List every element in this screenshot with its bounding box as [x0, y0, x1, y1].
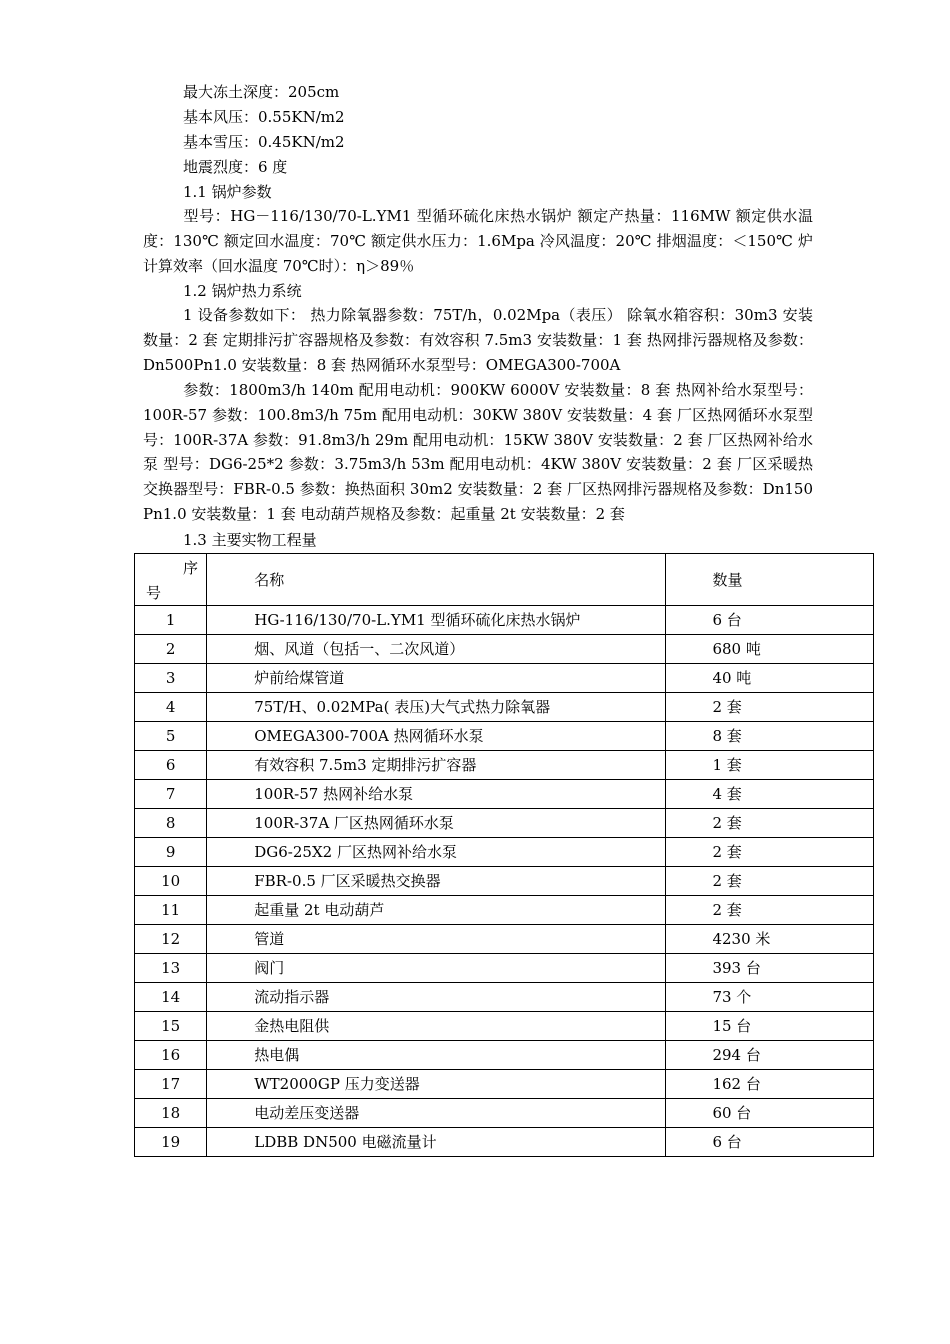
- row-qty-cell: 294 台: [666, 1041, 874, 1070]
- row-seq-cell: 8: [135, 809, 207, 838]
- row-name-cell: HG-116/130/70-L.YM1 型循环硫化床热水锅炉: [207, 606, 666, 635]
- row-name-cell: 金热电阻供: [207, 1012, 666, 1041]
- row-name-cell: 热电偶: [207, 1041, 666, 1070]
- row-seq-cell: 1: [135, 606, 207, 635]
- row-name-cell: DG6-25X2 厂区热网补给水泵: [207, 838, 666, 867]
- row-qty-cell: 8 套: [666, 722, 874, 751]
- row-seq-cell: 12: [135, 925, 207, 954]
- row-seq-cell: 13: [135, 954, 207, 983]
- boiler-params-paragraph: [143, 204, 813, 278]
- header-qty-cell: 数量: [666, 554, 874, 606]
- equipment-paragraph-2: [143, 378, 813, 527]
- equipment-text-2: 参数：1800m3/h 140m 配用电动机：900KW 6000V 安装数量：8 套 热网补给水泵型号：100R-57 参数：100.8m3/h 75m 配用电动机：30KW 380V 安装数量：4 套 厂区热网循环水泵型号：100R-37A 参数：91.8m3/h 29m 配用电动机：15KW 380V 安装数量：2 套 厂区热网补给水泵 型号：DG6-25*2 参数：3.75m3/h 53m 配用电动机：4KW 380V 安装数量：2 套 厂区采暖热交换器型号：FBR-0.5 参数：换热面积 30m2 安装数量：2 套 厂区热网排污器规格及参数：Dn150 Pn1.0 安装数量：1 套 电动葫芦规格及参数：起重量 2t 安装数量：2 套: [143, 381, 813, 523]
- row-qty-cell: 4230 米: [666, 925, 874, 954]
- section-heading-1-2: 1.2 锅炉热力系统: [183, 282, 302, 300]
- table-header-row: [135, 554, 874, 606]
- table-row: [135, 983, 874, 1012]
- seismic-intensity-line: 地震烈度：6 度: [183, 158, 288, 176]
- row-seq-cell: 4: [135, 693, 207, 722]
- header-seq-bottom: 号: [146, 584, 162, 602]
- row-qty-cell: 6 台: [666, 1128, 874, 1157]
- row-name-cell: 有效容积 7.5m3 定期排污扩容器: [207, 751, 666, 780]
- row-name-cell: 流动指示器: [207, 983, 666, 1012]
- section-heading-1-1: 1.1 锅炉参数: [183, 183, 272, 201]
- table-row: [135, 838, 874, 867]
- table-row: [135, 780, 874, 809]
- row-seq-cell: 14: [135, 983, 207, 1012]
- table-row: [135, 1128, 874, 1157]
- row-seq-cell: 16: [135, 1041, 207, 1070]
- row-qty-cell: 680 吨: [666, 635, 874, 664]
- table-row: [135, 693, 874, 722]
- row-seq-cell: 17: [135, 1070, 207, 1099]
- table-row: [135, 1012, 874, 1041]
- wind-pressure-line: 基本风压：0.55KN/m2: [183, 108, 345, 126]
- table-row: [135, 954, 874, 983]
- quantities-table-body: [135, 554, 874, 1157]
- table-row: [135, 606, 874, 635]
- frost-depth-line: 最大冻土深度：205cm: [183, 83, 340, 101]
- row-qty-cell: 6 台: [666, 606, 874, 635]
- row-name-cell: 烟、风道（包括一、二次风道）: [207, 635, 666, 664]
- row-qty-cell: 1 套: [666, 751, 874, 780]
- table-row: [135, 809, 874, 838]
- row-qty-cell: 2 套: [666, 809, 874, 838]
- row-qty-cell: 4 套: [666, 780, 874, 809]
- table-row: [135, 664, 874, 693]
- snow-pressure-line: 基本雪压：0.45KN/m2: [183, 133, 345, 151]
- row-name-cell: OMEGA300-700A 热网循环水泵: [207, 722, 666, 751]
- section-heading-1-3: 1.3 主要实物工程量: [183, 531, 317, 549]
- row-qty-cell: 2 套: [666, 896, 874, 925]
- table-row: [135, 1041, 874, 1070]
- row-name-cell: 管道: [207, 925, 666, 954]
- table-row: [135, 896, 874, 925]
- row-name-cell: WT2000GP 压力变送器: [207, 1070, 666, 1099]
- row-seq-cell: 3: [135, 664, 207, 693]
- row-name-cell: 阀门: [207, 954, 666, 983]
- row-qty-cell: 393 台: [666, 954, 874, 983]
- table-row: [135, 1099, 874, 1128]
- table-row: [135, 751, 874, 780]
- table-row: [135, 1070, 874, 1099]
- row-seq-cell: 5: [135, 722, 207, 751]
- row-name-cell: 100R-37A 厂区热网循环水泵: [207, 809, 666, 838]
- row-qty-cell: 2 套: [666, 867, 874, 896]
- equipment-text-1: 1 设备参数如下： 热力除氧器参数：75T/h，0.02Mpa（表压） 除氧水箱容积：30m3 安装数量：2 套 定期排污扩容器规格及参数：有效容积 7.5m3 安装数量：1 套 热网排污器规格及参数：Dn500Pn1.0 安装数量：8 套 热网循环水泵型号：OMEGA300-700A: [143, 306, 813, 374]
- row-qty-cell: 162 台: [666, 1070, 874, 1099]
- row-seq-cell: 11: [135, 896, 207, 925]
- row-qty-cell: 15 台: [666, 1012, 874, 1041]
- row-name-cell: LDBB DN500 电磁流量计: [207, 1128, 666, 1157]
- row-seq-cell: 2: [135, 635, 207, 664]
- row-seq-cell: 18: [135, 1099, 207, 1128]
- row-qty-cell: 2 套: [666, 693, 874, 722]
- row-seq-cell: 6: [135, 751, 207, 780]
- header-seq-cell: [135, 554, 207, 606]
- row-name-cell: FBR-0.5 厂区采暖热交换器: [207, 867, 666, 896]
- row-qty-cell: 2 套: [666, 838, 874, 867]
- row-name-cell: 起重量 2t 电动葫芦: [207, 896, 666, 925]
- quantities-table: [134, 553, 874, 1157]
- row-seq-cell: 9: [135, 838, 207, 867]
- row-qty-cell: 40 吨: [666, 664, 874, 693]
- row-name-cell: 100R-57 热网补给水泵: [207, 780, 666, 809]
- row-seq-cell: 19: [135, 1128, 207, 1157]
- row-seq-cell: 7: [135, 780, 207, 809]
- row-name-cell: 75T/H、0.02MPa( 表压)大气式热力除氧器: [207, 693, 666, 722]
- row-seq-cell: 15: [135, 1012, 207, 1041]
- table-row: [135, 635, 874, 664]
- row-seq-cell: 10: [135, 867, 207, 896]
- table-row: [135, 925, 874, 954]
- row-name-cell: 炉前给煤管道: [207, 664, 666, 693]
- table-row: [135, 867, 874, 896]
- header-seq-top: 序: [183, 559, 199, 577]
- row-qty-cell: 73 个: [666, 983, 874, 1012]
- equipment-paragraph-1: [143, 303, 813, 377]
- row-name-cell: 电动差压变送器: [207, 1099, 666, 1128]
- row-qty-cell: 60 台: [666, 1099, 874, 1128]
- boiler-params-text: 型号：HG－116/130/70-L.YM1 型循环硫化床热水锅炉 额定产热量：116MW 额定供水温度：130℃ 额定回水温度：70℃ 额定供水压力：1.6Mpa 冷风温度：20℃ 排烟温度：＜150℃ 炉计算效率（回水温度 70℃时）：η＞89％: [143, 207, 813, 275]
- table-row: [135, 722, 874, 751]
- header-name-cell: 名称: [207, 554, 666, 606]
